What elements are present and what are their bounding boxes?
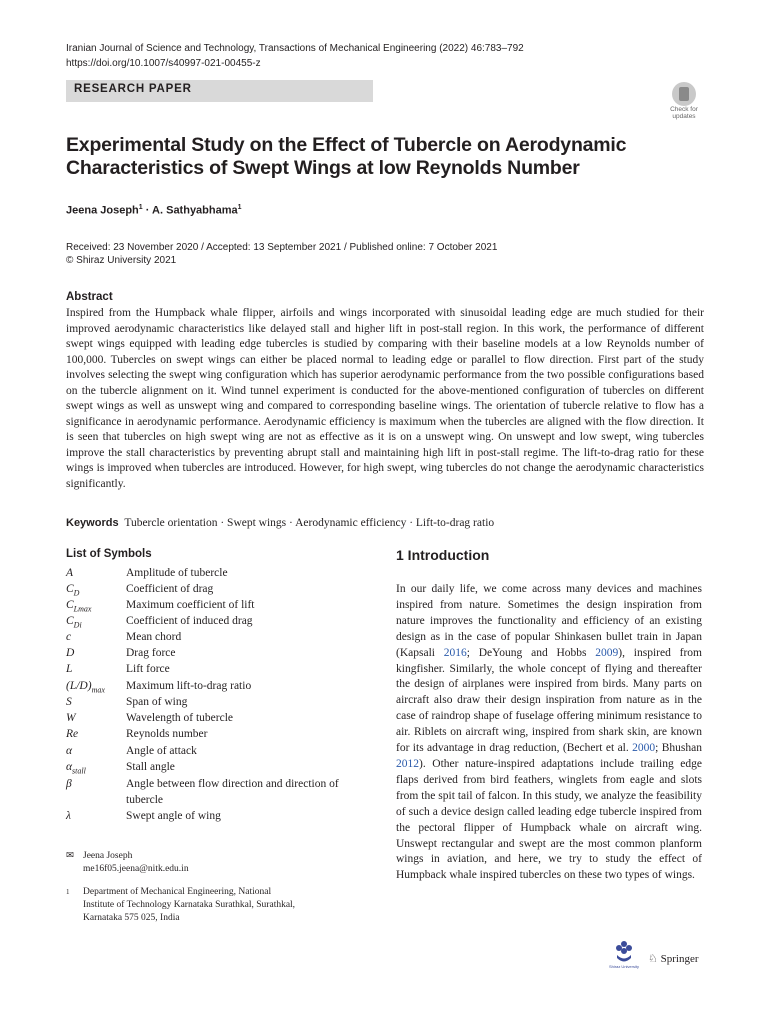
author-1[interactable]: Jeena Joseph bbox=[66, 204, 139, 217]
keywords bbox=[66, 517, 494, 529]
shiraz-university-logo bbox=[608, 938, 640, 970]
symbol-description: Maximum lift-to-drag ratio bbox=[126, 680, 252, 692]
citation-link[interactable]: 2009 bbox=[595, 646, 619, 659]
springer-logo bbox=[648, 952, 699, 965]
symbol-description: Angle between flow direction and direction of tubercle bbox=[126, 778, 339, 806]
affiliation-line-1: Department of Mechanical Engineering, National bbox=[83, 887, 272, 897]
symbol: W bbox=[66, 712, 76, 724]
affiliation-line-2: Institute of Technology Karnataka Surathkal, Surathkal, bbox=[83, 900, 296, 910]
symbol-description: Span of wing bbox=[126, 696, 188, 708]
publication-dates bbox=[66, 241, 497, 267]
copyright-line: © Shiraz University 2021 bbox=[66, 255, 177, 266]
symbol: D bbox=[66, 647, 75, 659]
citation-link[interactable]: 2012 bbox=[396, 757, 419, 770]
author-1-affiliation: 1 bbox=[138, 204, 143, 211]
symbol: c bbox=[66, 631, 72, 643]
doi-link[interactable]: https://doi.org/10.1007/s40997-021-00455-z bbox=[66, 58, 261, 69]
dates-line: Received: 23 November 2020 / Accepted: 13 September 2021 / Published online: 7 October 2021 bbox=[66, 242, 498, 253]
symbol: A bbox=[66, 567, 74, 579]
symbol-description: Amplitude of tubercle bbox=[126, 567, 228, 579]
check-updates-line2: updates bbox=[672, 113, 696, 120]
symbol-description: Maximum coefficient of lift bbox=[126, 599, 255, 611]
journal-header bbox=[66, 41, 524, 71]
keywords-text: Tubercle orientation · Swept wings · Aerodynamic efficiency · Lift-to-drag ratio bbox=[124, 517, 495, 529]
article-type-banner bbox=[66, 80, 373, 102]
symbol: $C_{Lmax}$ bbox=[66, 599, 92, 614]
symbol-description: Stall angle bbox=[126, 761, 175, 773]
author-list bbox=[66, 204, 242, 217]
symbol: $(L/D)_{max}$ bbox=[66, 680, 105, 695]
publisher-name: Springer bbox=[660, 953, 699, 965]
symbol-description: Wavelength of tubercle bbox=[126, 712, 233, 724]
springer-horse-icon: ♘ bbox=[648, 953, 658, 965]
abstract-heading: Abstract bbox=[66, 291, 113, 303]
citation-link[interactable]: 2000 bbox=[632, 742, 656, 755]
symbol-description: Coefficient of drag bbox=[126, 583, 214, 595]
keywords-label: Keywords bbox=[66, 517, 119, 529]
paper-title bbox=[66, 134, 666, 180]
symbol-description: Lift force bbox=[126, 663, 170, 675]
check-updates-icon bbox=[672, 82, 696, 106]
author-2-affiliation: 1 bbox=[237, 204, 242, 211]
symbol-description: Drag force bbox=[126, 647, 176, 659]
affiliation-line-3: Karnataka 575 025, India bbox=[83, 913, 180, 923]
introduction-text: In our daily life, we come across many devices and machines inspired from nature. Sometimes the design inspiration from nature improves the functionality and efficiency of an existing design as in the case of popular Shinkasen bullet train in Japan (Kapsali 2016; DeYoung and Hobbs 2009), inspired from kingfisher. Similarly, the whole concept of flying and thereafter the design of airplanes were inspired from birds. Many parts on aircraft also draw their design inspiration from nature as in the case of raindrop shape of fuselage offering minimum resistance to air. Riblets on aircraft wing, inspired from shark skin, are known for its advantage in drag reduction, (Bechert et al. 2000; Bhushan 2012). Other nature-inspired adaptations include trailing edge flaps derived from bird feathers, winglets from eagle and slots from the spit tail of falcon. In this study, we analyze the feasibility of such a device design called leading edge tubercle inspired from the pectoral flipper of Humpback whale on aircraft wing. Unswept rectangular and swept are the most common planform wings in aviation, and here, we try to study the effect of Humpback whale inspired tubercles on these two types of wings. bbox=[396, 583, 702, 882]
symbol-description: Mean chord bbox=[126, 631, 182, 643]
journal-citation: Iranian Journal of Science and Technology, Transactions of Mechanical Engineering (2022) 46:783–792 bbox=[66, 43, 524, 54]
email-icon: ✉ bbox=[66, 851, 74, 861]
title-line-2: Characteristics of Swept Wings at low Reynolds Number bbox=[66, 157, 580, 179]
symbol-description: Coefficient of induced drag bbox=[126, 615, 253, 627]
symbol: $C_{Di}$ bbox=[66, 615, 82, 630]
symbol-description: Angle of attack bbox=[126, 745, 197, 757]
author-separator: · bbox=[142, 204, 153, 217]
abstract-text: Inspired from the Humpback whale flipper, airfoils and wings incorporated with sinusoidal leading edge are much studied for their improved aerodynamic characteristics like delayed stall and higher lift in post-stall region. In this work, the performance of different swept wings equipped with leading edge tubercles is studied by comparing with their baseline models at a low Reynolds number of 100,000. Tubercles on swept wings can either be placed normal to leading edge or parallel to flow direction. First part of the study involves selecting the swept wing configuration which has superior aerodynamic performance from the two possible configurations based on the tubercle alignment on it. Wind tunnel experiment is conducted for the above-mentioned configuration of tubercles on different swept wings as well as unswept wing and compared to corresponding baseline wings. The orientation of tubercle relative to flow has a significance in aerodynamic performance. Aerodynamic efficiency is maximum when the tubercles are aligned with the flow direction. It is seen that tubercles on high swept wing are not as effective as it is on a unswept wing. On unswept and low swept, wing tubercles improve the stall characteristics by preventing abrupt stall and maintaining high lift in post-stall regime. The lift-to-drag ratio for these wings is improved when tubercles are introduced. However, for high swept, wing tubercles do not change the aerodynamic characteristics significantly. bbox=[66, 307, 704, 490]
citation-link[interactable]: 2016 bbox=[443, 646, 467, 659]
symbol: $\alpha_{stall}$ bbox=[66, 761, 86, 776]
symbol: L bbox=[66, 663, 73, 675]
footnotes bbox=[66, 850, 366, 934]
introduction-heading: 1 Introduction bbox=[396, 547, 490, 563]
symbol: α bbox=[66, 745, 73, 757]
symbol: β bbox=[66, 778, 72, 790]
check-for-updates-badge[interactable] bbox=[664, 82, 704, 124]
affiliation-number: 1 bbox=[66, 888, 70, 896]
article-type-label: RESEARCH PAPER bbox=[74, 83, 192, 95]
symbol: S bbox=[66, 696, 72, 708]
symbol-description: Reynolds number bbox=[126, 728, 208, 740]
symbol: Re bbox=[66, 728, 79, 740]
author-email[interactable]: me16f05.jeena@nitk.edu.in bbox=[83, 864, 189, 874]
symbols-heading: List of Symbols bbox=[66, 548, 152, 560]
title-line-1: Experimental Study on the Effect of Tubercle on Aerodynamic bbox=[66, 134, 627, 156]
author-2[interactable]: A. Sathyabhama bbox=[152, 204, 238, 217]
symbol: $C_D$ bbox=[66, 583, 80, 598]
symbol-description: Swept angle of wing bbox=[126, 810, 221, 822]
check-updates-line1: Check for bbox=[670, 106, 698, 113]
corresponding-author: Jeena Joseph bbox=[83, 851, 133, 861]
svg-text:Shiraz University: Shiraz University bbox=[608, 964, 640, 969]
symbol: λ bbox=[66, 810, 71, 822]
